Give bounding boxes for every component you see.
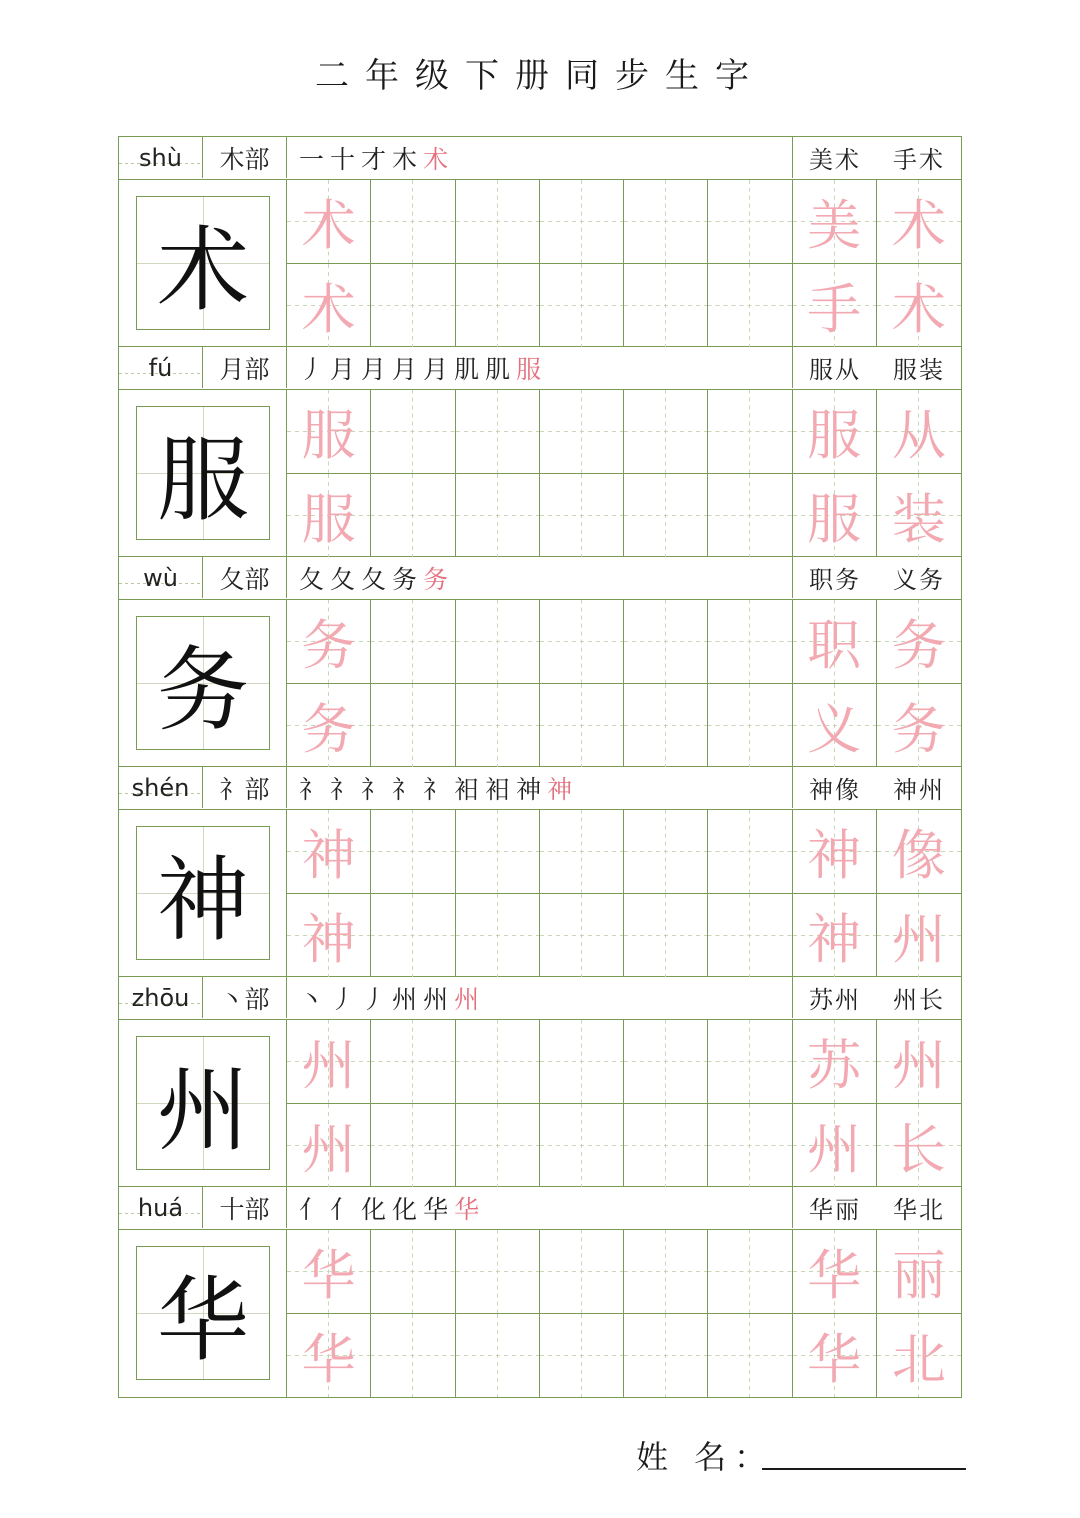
example-words bbox=[793, 347, 961, 388]
example-words bbox=[793, 137, 961, 178]
stroke-step: 神 bbox=[547, 774, 579, 804]
trace-cell[interactable]: 州 bbox=[287, 1104, 371, 1188]
trace-cell[interactable]: 务 bbox=[287, 684, 371, 768]
model-char-cell bbox=[119, 390, 287, 557]
example-word: 服从 bbox=[809, 356, 861, 384]
blank-practice-cell[interactable] bbox=[371, 474, 455, 558]
stroke-step: 州 bbox=[454, 984, 486, 1014]
example-word: 美术 bbox=[809, 146, 861, 174]
stroke-step: 月 bbox=[392, 354, 424, 384]
model-char: 务 bbox=[136, 616, 270, 750]
stroke-order bbox=[287, 137, 793, 178]
char-block-5 bbox=[119, 977, 961, 1187]
blank-practice-cell[interactable] bbox=[540, 894, 624, 978]
stroke-step: 木 bbox=[392, 144, 424, 174]
word-trace-cell[interactable]: 华 bbox=[793, 1314, 877, 1398]
trace-cell[interactable]: 术 bbox=[287, 180, 371, 264]
word-trace-cell[interactable]: 术 bbox=[877, 264, 961, 348]
example-word: 华丽 bbox=[809, 1196, 861, 1224]
char-header bbox=[119, 977, 961, 1020]
blank-practice-cell[interactable] bbox=[456, 180, 540, 264]
practice-grid bbox=[287, 810, 961, 977]
practice-grid bbox=[287, 1230, 961, 1397]
blank-practice-cell[interactable] bbox=[456, 684, 540, 768]
example-word: 神像 bbox=[809, 776, 861, 804]
pinyin: fú bbox=[119, 347, 203, 388]
blank-practice-cell[interactable] bbox=[708, 810, 792, 894]
blank-practice-cell[interactable] bbox=[456, 894, 540, 978]
trace-cell[interactable]: 神 bbox=[287, 894, 371, 978]
example-word: 苏州 bbox=[809, 986, 861, 1014]
blank-practice-cell[interactable] bbox=[708, 264, 792, 348]
word-trace-cell[interactable]: 神 bbox=[793, 810, 877, 894]
stroke-step: 才 bbox=[361, 144, 393, 174]
stroke-step: 华 bbox=[454, 1194, 486, 1224]
stroke-sequence bbox=[299, 560, 454, 596]
stroke-step: 月 bbox=[423, 354, 455, 384]
practice-sheet bbox=[118, 136, 962, 1398]
blank-practice-cell[interactable] bbox=[708, 390, 792, 474]
stroke-step: 夂 bbox=[361, 564, 393, 594]
word-trace-cell[interactable]: 丽 bbox=[877, 1230, 961, 1314]
char-header bbox=[119, 1187, 961, 1230]
stroke-sequence bbox=[299, 350, 547, 386]
blank-practice-cell[interactable] bbox=[371, 810, 455, 894]
blank-practice-cell[interactable] bbox=[708, 1314, 792, 1398]
example-words bbox=[793, 557, 961, 598]
stroke-step: 礻 bbox=[423, 774, 455, 804]
word-trace-cell[interactable]: 像 bbox=[877, 810, 961, 894]
word-trace-cell[interactable]: 州 bbox=[877, 894, 961, 978]
char-header bbox=[119, 557, 961, 600]
blank-practice-cell[interactable] bbox=[371, 264, 455, 348]
name-label: 姓 名： bbox=[636, 1438, 775, 1476]
blank-practice-cell[interactable] bbox=[708, 1230, 792, 1314]
pinyin: shù bbox=[119, 137, 203, 178]
word-trace-cell[interactable]: 手 bbox=[793, 264, 877, 348]
stroke-step: 亻 bbox=[330, 1194, 362, 1224]
word-trace-cell[interactable]: 装 bbox=[877, 474, 961, 558]
char-block-4 bbox=[119, 767, 961, 977]
word-trace-cell[interactable]: 术 bbox=[877, 180, 961, 264]
stroke-step: 术 bbox=[423, 144, 455, 174]
word-trace-cell[interactable]: 神 bbox=[793, 894, 877, 978]
word-trace-cell[interactable]: 务 bbox=[877, 684, 961, 768]
example-word: 州长 bbox=[893, 986, 945, 1014]
model-char: 神 bbox=[136, 826, 270, 960]
radical: 礻部 bbox=[203, 767, 287, 808]
blank-practice-cell[interactable] bbox=[624, 684, 708, 768]
stroke-step: 州 bbox=[392, 984, 424, 1014]
blank-practice-cell[interactable] bbox=[456, 1314, 540, 1398]
blank-practice-cell[interactable] bbox=[371, 1104, 455, 1188]
blank-practice-cell[interactable] bbox=[456, 810, 540, 894]
blank-practice-cell[interactable] bbox=[708, 1104, 792, 1188]
stroke-step: 月 bbox=[330, 354, 362, 384]
blank-practice-cell[interactable] bbox=[540, 684, 624, 768]
word-trace-cell[interactable]: 苏 bbox=[793, 1020, 877, 1104]
blank-practice-cell[interactable] bbox=[540, 264, 624, 348]
model-char: 州 bbox=[136, 1036, 270, 1170]
example-words bbox=[793, 977, 961, 1018]
model-char-cell bbox=[119, 1230, 287, 1397]
example-word: 职务 bbox=[809, 566, 861, 594]
stroke-step: 丿 bbox=[361, 984, 393, 1014]
stroke-order bbox=[287, 767, 793, 808]
blank-practice-cell[interactable] bbox=[624, 1314, 708, 1398]
stroke-step: 十 bbox=[330, 144, 362, 174]
blank-practice-cell[interactable] bbox=[456, 264, 540, 348]
stroke-step: 衵 bbox=[454, 774, 486, 804]
stroke-step: 务 bbox=[423, 564, 455, 594]
blank-practice-cell[interactable] bbox=[456, 1104, 540, 1188]
blank-practice-cell[interactable] bbox=[624, 474, 708, 558]
example-word: 义务 bbox=[893, 566, 945, 594]
radical: 十部 bbox=[203, 1187, 287, 1228]
stroke-step: 丶 bbox=[299, 984, 331, 1014]
page-title: 二年级下册同步生字 bbox=[315, 56, 765, 96]
trace-cell[interactable]: 术 bbox=[287, 264, 371, 348]
char-block-2 bbox=[119, 347, 961, 557]
blank-practice-cell[interactable] bbox=[371, 684, 455, 768]
blank-practice-cell[interactable] bbox=[371, 894, 455, 978]
stroke-step: 礻 bbox=[392, 774, 424, 804]
stroke-step: 化 bbox=[392, 1194, 424, 1224]
blank-practice-cell[interactable] bbox=[624, 180, 708, 264]
stroke-step: 肌 bbox=[454, 354, 486, 384]
model-char-cell bbox=[119, 810, 287, 977]
model-char-cell bbox=[119, 1020, 287, 1187]
word-trace-cell[interactable]: 州 bbox=[793, 1104, 877, 1188]
blank-practice-cell[interactable] bbox=[624, 600, 708, 684]
stroke-step: 礻 bbox=[330, 774, 362, 804]
stroke-step: 丿 bbox=[299, 354, 331, 384]
model-char: 术 bbox=[136, 196, 270, 330]
stroke-order bbox=[287, 1187, 793, 1228]
blank-practice-cell[interactable] bbox=[540, 810, 624, 894]
radical: 月部 bbox=[203, 347, 287, 388]
blank-practice-cell[interactable] bbox=[371, 390, 455, 474]
stroke-step: 夂 bbox=[299, 564, 331, 594]
blank-practice-cell[interactable] bbox=[624, 810, 708, 894]
stroke-step: 州 bbox=[423, 984, 455, 1014]
stroke-sequence bbox=[299, 140, 454, 176]
blank-practice-cell[interactable] bbox=[708, 180, 792, 264]
stroke-step: 一 bbox=[299, 144, 331, 174]
word-trace-cell[interactable]: 美 bbox=[793, 180, 877, 264]
blank-practice-cell[interactable] bbox=[624, 894, 708, 978]
blank-practice-cell[interactable] bbox=[624, 1020, 708, 1104]
stroke-step: 务 bbox=[392, 564, 424, 594]
radical: 丶部 bbox=[203, 977, 287, 1018]
radical: 夂部 bbox=[203, 557, 287, 598]
blank-practice-cell[interactable] bbox=[708, 684, 792, 768]
blank-practice-cell[interactable] bbox=[371, 180, 455, 264]
blank-practice-cell[interactable] bbox=[456, 1230, 540, 1314]
stroke-step: 神 bbox=[516, 774, 548, 804]
blank-practice-cell[interactable] bbox=[540, 390, 624, 474]
stroke-step: 礻 bbox=[299, 774, 331, 804]
trace-cell[interactable]: 务 bbox=[287, 600, 371, 684]
model-char: 华 bbox=[136, 1246, 270, 1380]
blank-practice-cell[interactable] bbox=[371, 1020, 455, 1104]
practice-grid bbox=[287, 390, 961, 557]
trace-cell[interactable]: 服 bbox=[287, 390, 371, 474]
word-trace-cell[interactable]: 服 bbox=[793, 474, 877, 558]
blank-practice-cell[interactable] bbox=[540, 180, 624, 264]
blank-practice-cell[interactable] bbox=[540, 600, 624, 684]
blank-practice-cell[interactable] bbox=[624, 264, 708, 348]
practice-grid bbox=[287, 1020, 961, 1187]
stroke-step: 礻 bbox=[361, 774, 393, 804]
word-trace-cell[interactable]: 服 bbox=[793, 390, 877, 474]
blank-practice-cell[interactable] bbox=[540, 1020, 624, 1104]
blank-practice-cell[interactable] bbox=[456, 600, 540, 684]
word-trace-cell[interactable]: 从 bbox=[877, 390, 961, 474]
word-trace-cell[interactable]: 务 bbox=[877, 600, 961, 684]
stroke-step: 肌 bbox=[485, 354, 517, 384]
model-char: 服 bbox=[136, 406, 270, 540]
word-trace-cell[interactable]: 长 bbox=[877, 1104, 961, 1188]
stroke-sequence bbox=[299, 770, 578, 806]
stroke-step: 丿 bbox=[330, 984, 362, 1014]
example-word: 华北 bbox=[893, 1196, 945, 1224]
name-blank[interactable] bbox=[762, 1468, 966, 1470]
word-trace-cell[interactable]: 华 bbox=[793, 1230, 877, 1314]
blank-practice-cell[interactable] bbox=[624, 390, 708, 474]
trace-cell[interactable]: 服 bbox=[287, 474, 371, 558]
blank-practice-cell[interactable] bbox=[624, 1230, 708, 1314]
char-block-1 bbox=[119, 137, 961, 347]
word-trace-cell[interactable]: 州 bbox=[877, 1020, 961, 1104]
char-block-3 bbox=[119, 557, 961, 767]
stroke-step: 亻 bbox=[299, 1194, 331, 1224]
stroke-sequence bbox=[299, 980, 485, 1016]
blank-practice-cell[interactable] bbox=[456, 390, 540, 474]
stroke-step: 夂 bbox=[330, 564, 362, 594]
char-header bbox=[119, 137, 961, 180]
pinyin: shén bbox=[119, 767, 203, 808]
model-char-cell bbox=[119, 600, 287, 767]
model-char-cell bbox=[119, 180, 287, 347]
trace-cell[interactable]: 华 bbox=[287, 1314, 371, 1398]
blank-practice-cell[interactable] bbox=[624, 1104, 708, 1188]
radical: 木部 bbox=[203, 137, 287, 178]
stroke-step: 月 bbox=[361, 354, 393, 384]
stroke-order bbox=[287, 977, 793, 1018]
trace-cell[interactable]: 州 bbox=[287, 1020, 371, 1104]
blank-practice-cell[interactable] bbox=[456, 474, 540, 558]
blank-practice-cell[interactable] bbox=[708, 1020, 792, 1104]
trace-cell[interactable]: 神 bbox=[287, 810, 371, 894]
blank-practice-cell[interactable] bbox=[540, 1314, 624, 1398]
blank-practice-cell[interactable] bbox=[708, 474, 792, 558]
example-word: 服装 bbox=[893, 356, 945, 384]
blank-practice-cell[interactable] bbox=[371, 1314, 455, 1398]
example-word: 手术 bbox=[893, 146, 945, 174]
stroke-order bbox=[287, 347, 793, 388]
char-header bbox=[119, 347, 961, 390]
example-words bbox=[793, 767, 961, 808]
char-block-6 bbox=[119, 1187, 961, 1397]
blank-practice-cell[interactable] bbox=[540, 474, 624, 558]
example-word: 神州 bbox=[893, 776, 945, 804]
pinyin: wù bbox=[119, 557, 203, 598]
stroke-order bbox=[287, 557, 793, 598]
stroke-step: 华 bbox=[423, 1194, 455, 1224]
blank-practice-cell[interactable] bbox=[540, 1230, 624, 1314]
trace-cell[interactable]: 华 bbox=[287, 1230, 371, 1314]
stroke-step: 化 bbox=[361, 1194, 393, 1224]
stroke-step: 衵 bbox=[485, 774, 517, 804]
char-header bbox=[119, 767, 961, 810]
blank-practice-cell[interactable] bbox=[708, 894, 792, 978]
blank-practice-cell[interactable] bbox=[540, 1104, 624, 1188]
word-trace-cell[interactable]: 职 bbox=[793, 600, 877, 684]
practice-grid bbox=[287, 600, 961, 767]
pinyin: zhōu bbox=[119, 977, 203, 1018]
blank-practice-cell[interactable] bbox=[371, 1230, 455, 1314]
practice-grid bbox=[287, 180, 961, 347]
stroke-sequence bbox=[299, 1190, 485, 1226]
blank-practice-cell[interactable] bbox=[456, 1020, 540, 1104]
blank-practice-cell[interactable] bbox=[371, 600, 455, 684]
example-words bbox=[793, 1187, 961, 1228]
word-trace-cell[interactable]: 北 bbox=[877, 1314, 961, 1398]
blank-practice-cell[interactable] bbox=[708, 600, 792, 684]
word-trace-cell[interactable]: 义 bbox=[793, 684, 877, 768]
stroke-step: 服 bbox=[516, 354, 548, 384]
pinyin: huá bbox=[119, 1187, 203, 1228]
